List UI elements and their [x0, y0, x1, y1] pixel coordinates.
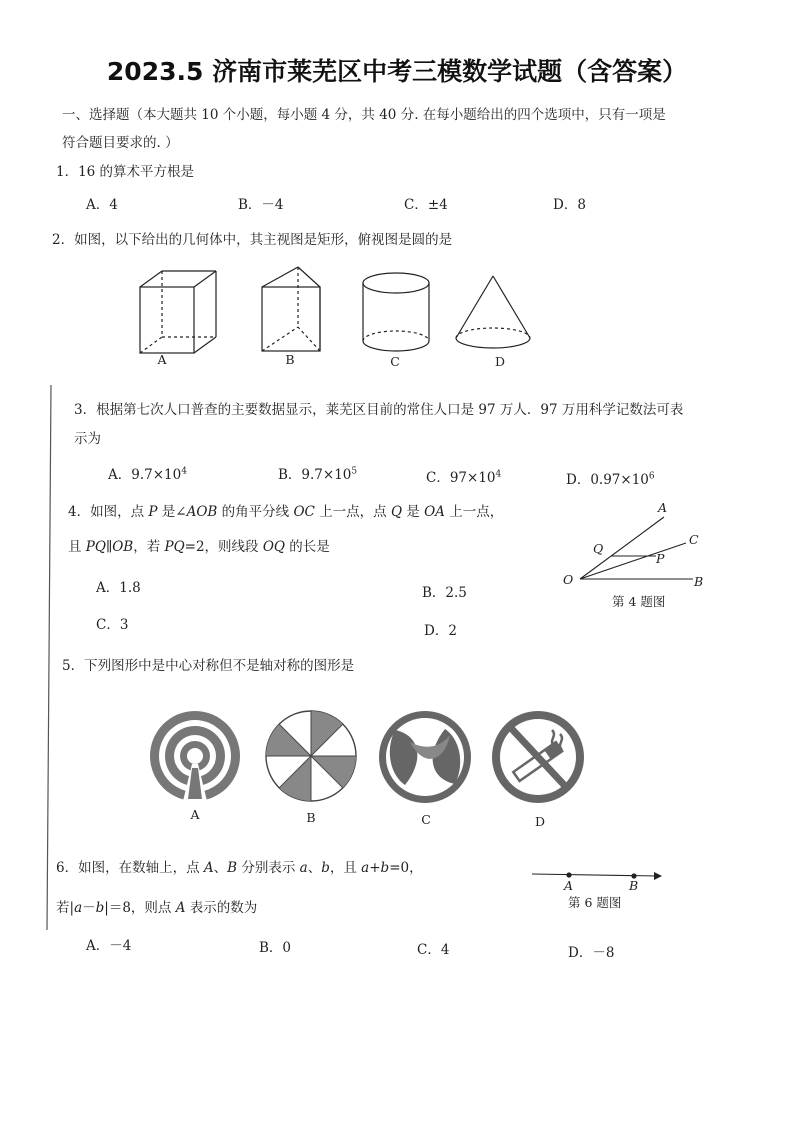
q4-stem-line1: 4．如图，点 P 是∠AOB 的角平分线 OC 上一点，点 Q 是 OA 上一点， — [68, 504, 504, 520]
q4-point-c: C — [689, 532, 699, 547]
q1-option-c: C．±4 — [404, 197, 448, 213]
q6-stem-line1: 6．如图，在数轴上，点 A、B 分别表示 a、b，且 a+b=0， — [56, 860, 423, 876]
q4-option-c: C．3 — [96, 617, 129, 633]
section-heading-line2: 符合题目要求的. ） — [62, 135, 179, 151]
q2-label-c: C — [390, 354, 400, 369]
q1-option-b: B．－4 — [238, 197, 284, 213]
q6-option-b: B．0 — [259, 940, 292, 956]
q2-label-d: D — [494, 354, 506, 369]
q4-option-a: A．1.8 — [96, 580, 141, 596]
q3-option-a: A．$9.7\times 10^4$ — [108, 466, 187, 483]
q4-point-q: Q — [593, 541, 604, 556]
q2-stem: 2．如图，以下给出的几何体中，其主视图是矩形，俯视图是圆的是 — [52, 232, 453, 248]
q3-option-b: B．$9.7\times 10^5$ — [278, 466, 358, 483]
q6-point-b: B — [629, 878, 639, 893]
q4-option-b: B．2.5 — [422, 585, 467, 601]
q1-option-a: A．4 — [86, 197, 118, 213]
section-heading-line1: 一、选择题（本大题共 10 个小题，每小题 4 分，共 40 分. 在每小题给出的四个选项中，只有一项是 — [62, 107, 666, 123]
q5-stem: 5．下列图形中是中心对称但不是轴对称的图形是 — [62, 658, 355, 674]
q4-point-p: P — [656, 551, 665, 566]
q4-option-d: D．2 — [424, 623, 457, 639]
q3-option-c: C．$97\times 10^4$ — [426, 469, 502, 486]
page-title: 2023.5 济南市莱芜区中考三模数学试题（含答案） — [106, 57, 688, 86]
q6-figure-caption: 第 6 题图 — [568, 895, 622, 910]
q3-stem-line1: 3．根据第七次人口普查的主要数据显示，莱芜区目前的常住人口是 97 万人．97 万用科学记数法可表 — [74, 402, 684, 418]
q4-point-b: B — [694, 574, 704, 589]
q4-point-a: A — [658, 500, 668, 515]
q4-figure-caption: 第 4 题图 — [612, 594, 666, 609]
q1-option-d: D．8 — [553, 197, 586, 213]
q6-stem-line2: 若|a－b|＝8，则点 A 表示的数为 — [56, 900, 258, 916]
q6-option-c: C．4 — [417, 942, 450, 958]
q2-label-b: B — [285, 352, 295, 367]
q5-label-a: A — [190, 807, 200, 822]
q5-label-c: C — [421, 812, 431, 827]
q6-point-a: A — [564, 878, 574, 893]
q2-label-a: A — [157, 352, 167, 367]
q6-option-a: A．－4 — [86, 938, 132, 954]
q4-point-o: O — [563, 572, 574, 587]
q5-label-b: B — [306, 810, 316, 825]
q3-option-d: D．$0.97\times 10^6$ — [566, 471, 655, 488]
q3-stem-line2: 示为 — [74, 431, 101, 447]
q4-stem-line2: 且 PQ∥OB，若 PQ=2，则线段 OQ 的长是 — [68, 539, 330, 555]
q1-stem: 1．16 的算术平方根是 — [56, 164, 195, 180]
q6-option-d: D．－8 — [568, 945, 615, 961]
q5-label-d: D — [534, 814, 546, 829]
